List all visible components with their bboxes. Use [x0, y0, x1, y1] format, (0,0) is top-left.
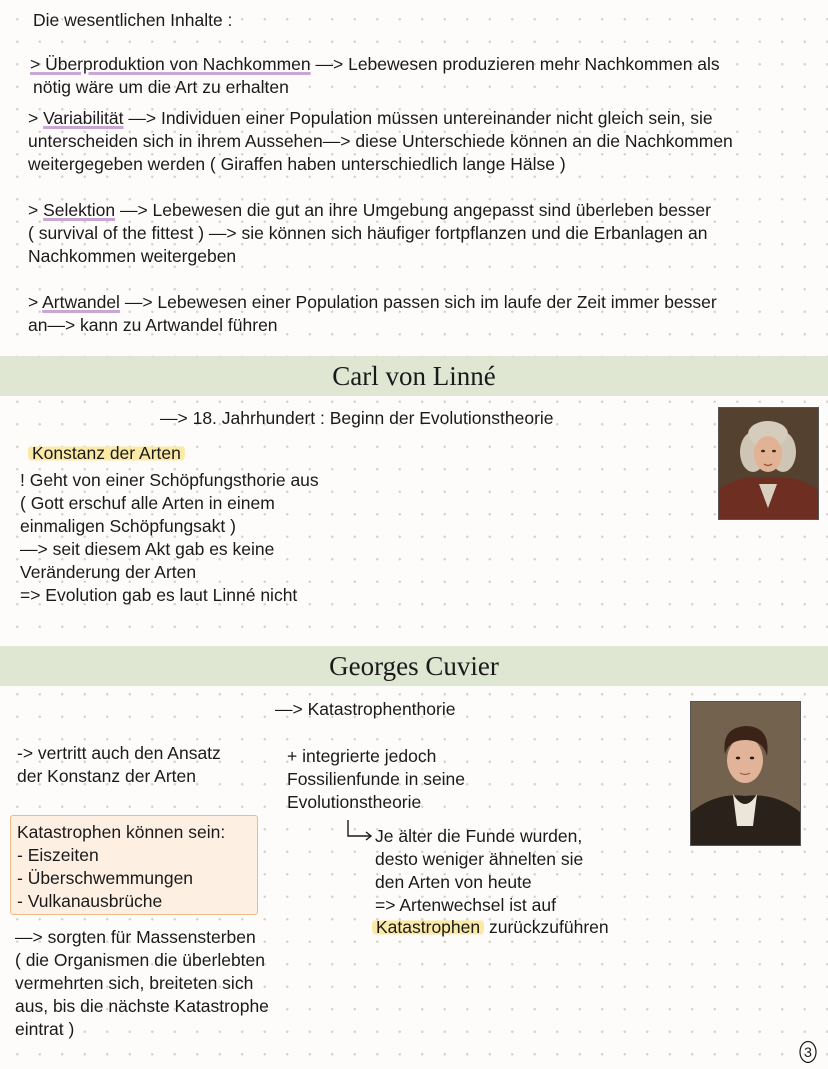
point-text-line: unterscheiden sich in ihrem Aussehen—> diese Unterschiede können an die Nachkommen [28, 131, 733, 151]
cuvier-conclusion [372, 916, 609, 939]
linne-subtitle: —> 18. Jahrhundert : Beginn der Evolutionstheorie [160, 408, 554, 428]
portrait-cuvier-image [691, 702, 800, 845]
point-text-line: Nachkommen weitergeben [28, 246, 237, 266]
point-text: —> Lebewesen einer Population passen sich im laufe der Zeit immer besser [119, 292, 717, 312]
point-artwandel [28, 291, 717, 314]
cuvier-arrow-line: Je älter die Funde wurden, [375, 826, 583, 846]
point-ueberproduktion [30, 53, 720, 76]
portrait-linne [718, 407, 819, 520]
section-title-cuvier: Georges Cuvier [329, 651, 499, 681]
point-prefix: > [28, 292, 43, 312]
consequence-line: aus, bis die nächste Katastrophe [15, 996, 269, 1016]
consequence-line: ( die Organismen die überlebten [15, 950, 266, 970]
linne-line: => Evolution gab es laut Linné nicht [20, 585, 298, 605]
point-label: Artwandel [42, 292, 120, 312]
point-label: > Überproduktion von Nachkommen [30, 54, 311, 74]
cuvier-subtitle: —> Katastrophenthorie [275, 699, 456, 719]
point-selektion [28, 199, 711, 222]
cuvier-middle-line: + integrierte jedoch [287, 746, 437, 766]
point-text-line: nötig wäre um die Art zu erhalten [33, 77, 289, 97]
page-heading: Die wesentlichen Inhalte : [33, 10, 233, 30]
point-text: —> Lebewesen produzieren mehr Nachkommen als [310, 54, 720, 74]
point-label: Variabilität [43, 108, 124, 128]
page-number [798, 1040, 818, 1064]
linne-line: ! Geht von einer Schöpfungsthorie aus [20, 470, 319, 490]
portrait-linne-image [719, 408, 818, 519]
point-text: —> Lebewesen die gut an ihre Umgebung angepasst sind überleben besser [115, 200, 711, 220]
consequence-line: —> sorgten für Massensterben [15, 927, 256, 947]
point-text-line: ( survival of the fittest ) —> sie können sich häufiger fortpflanzen und die Erbanlagen an [28, 223, 708, 243]
point-text-line: weitergegeben werden ( Giraffen haben unterschiedlich lange Hälse ) [28, 154, 566, 174]
consequence-line: vermehrten sich, breiteten sich [15, 973, 254, 993]
cuvier-left-line: der Konstanz der Arten [17, 766, 196, 786]
cuvier-middle-line: Evolutionstheorie [287, 792, 422, 812]
linne-label [28, 442, 185, 465]
cuvier-arrow-line: => Artenwechsel ist auf [375, 895, 556, 915]
katastrophen-box-line: Katastrophen können sein: [17, 822, 226, 842]
corner-arrow-icon [345, 818, 375, 842]
point-label: Selektion [43, 200, 116, 220]
point-text: —> Individuen einer Population müssen untereinander nicht gleich sein, sie [123, 108, 713, 128]
point-variabilitaet [28, 107, 713, 130]
point-prefix: > [28, 200, 44, 220]
katastrophen-box-line: - Überschwemmungen [17, 868, 194, 888]
linne-line: ( Gott erschuf alle Arten in einem [20, 493, 275, 513]
section-title-linne: Carl von Linné [332, 361, 496, 391]
katastrophen-highlight: Katastrophen [372, 917, 484, 937]
cuvier-arrow-line: desto weniger ähnelten sie [375, 849, 584, 869]
cuvier-middle-line: Fossilienfunde in seine [287, 769, 466, 789]
katastrophen-box-line: - Vulkanausbrüche [17, 891, 163, 911]
cuvier-left-line: -> vertritt auch den Ansatz [17, 743, 221, 763]
cuvier-arrow-line: den Arten von heute [375, 872, 532, 892]
linne-label-highlight: Konstanz der Arten [28, 443, 185, 463]
linne-line: —> seit diesem Akt gab es keine [20, 539, 275, 559]
consequence-line: eintrat ) [15, 1019, 75, 1039]
point-prefix: > [28, 108, 44, 128]
portrait-cuvier [690, 701, 801, 846]
katastrophen-box-line: - Eiszeiten [17, 845, 99, 865]
conclusion-rest: zurückzuführen [484, 917, 609, 937]
linne-line: einmaligen Schöpfungsakt ) [20, 516, 236, 536]
page-number-text: 3 [804, 1044, 812, 1060]
linne-line: Veränderung der Arten [20, 562, 197, 582]
point-text-line: an—> kann zu Artwandel führen [28, 315, 278, 335]
